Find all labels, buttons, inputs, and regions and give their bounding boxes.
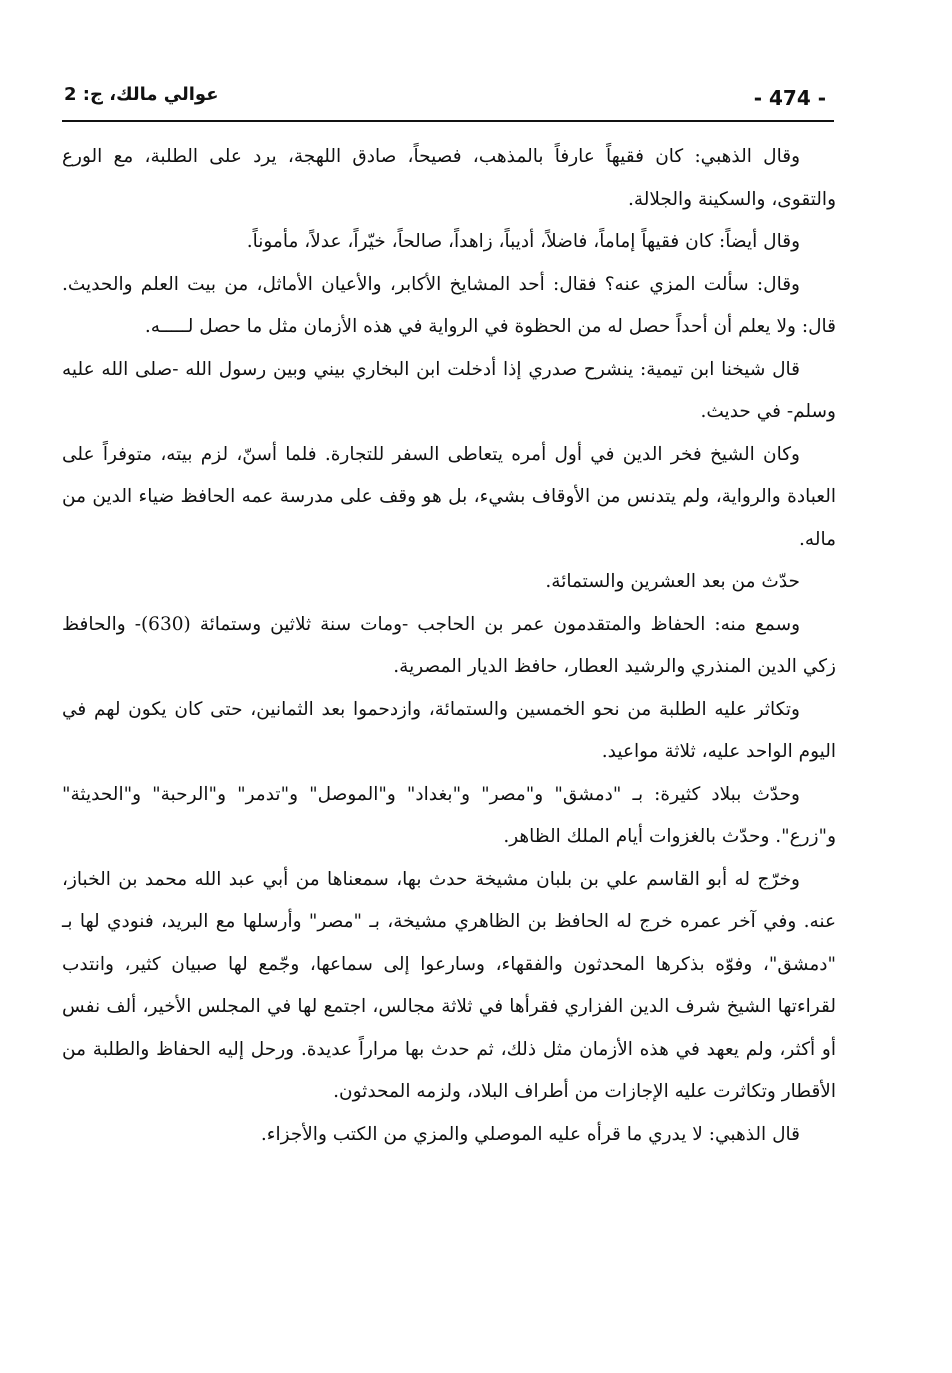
paragraph: وحدّث ببلاد كثيرة: بـ "دمشق" و"مصر" و"بغداد" و"الموصل" و"تدمر" و"الرحبة" و"الحديثة" و"زرع". وحدّث بالغزوات أيام الملك الظاهر. [62,783,836,847]
paragraph: وقال أيضاً: كان فقيهاً إماماً، فاضلاً، أديباً، زاهداً، صالحاً، خيّراً، عدلاً، مأموناً. [246,231,800,252]
paragraph: وخرّج له أبو القاسم علي بن بلبان مشيخة حدث بها، سمعناها من أبي عبد الله محمد بن الخباز، عنه. وفي آخر عمره خرج له الحافظ بن الظاهري مشيخة، بـ "مصر" وأرسلها مع البريد، فنودي لها بـ "دمشق"، وفوّه بذكرها المحدثون والفقهاء، وسارعوا إلى سماعها، وجّمع لها صبيان كثير، وانتدب لقراءتها الشيخ شرف الدين الفزاري فقرأها في ثلاثة مجالس، اجتمع لها في المجلس الأخير، ألف نفس أو أكثر، ولم يعهد في هذه الأزمان مثل ذلك، ثم حدث بها مراراً عديدة. ورحل إليه الحفاظ والطلبة من الأقطار وتكاثرت عليه الإجازات من أطراف البلاد، ولزمه المحدثون. [62,868,836,1102]
paragraph: وسمع منه: الحفاظ والمتقدمون عمر بن الحاجب -ومات سنة ثلاثين وستمائة (630)- والحافظ زكي الدين المنذري والرشيد العطار، حافظ الديار المصرية. [62,613,836,677]
book-title: عوالي مالك، ج: 2 [64,84,219,105]
paragraph: قال شيخنا ابن تيمية: ينشرح صدري إذا أدخلت ابن البخاري بيني وبين رسول الله -صلى الله عليه وسلم- في حديث. [62,358,836,422]
paragraph: وتكاثر عليه الطلبة من نحو الخمسين والستمائة، وازدحموا بعد الثمانين، حتى كان يكون لهم في اليوم الواحد عليه، ثلاثة مواعيد. [62,698,836,762]
paragraph: وقال الذهبي: كان فقيهاً عارفاً بالمذهب، فصيحاً، صادق اللهجة، يرد على الطلبة، مع الورع والتقوى، والسكينة والجلالة. [62,146,836,210]
paragraph: قال الذهبي: لا يدري ما قرأه عليه الموصلي والمزي من الكتب والأجزاء. [260,1123,800,1145]
body-text [62,136,836,1156]
header-rule [62,120,834,122]
paragraph: وقال: سألت المزي عنه؟ فقال: أحد المشايخ الأكابر، والأعيان الأماثل، من بيت العلم والحديث. قال: ولا يعلم أن أحداً حصل له من الحظوة في الرواية في هذه الأزمان مثل ما حصل لـــــه. [62,273,836,337]
paragraph: وكان الشيخ فخر الدين في أول أمره يتعاطى السفر للتجارة. فلما أسنّ، لزم بيته، متوفراً على العبادة والرواية، ولم يتدنس من الأوقاف بشيء، بل هو وقف على مدرسة عمه الحافظ ضياء الدين من ماله. [62,443,836,550]
page-number: - 474 - [753,86,826,110]
paragraph: حدّث من بعد العشرين والستمائة. [545,571,800,592]
running-head [62,80,834,116]
